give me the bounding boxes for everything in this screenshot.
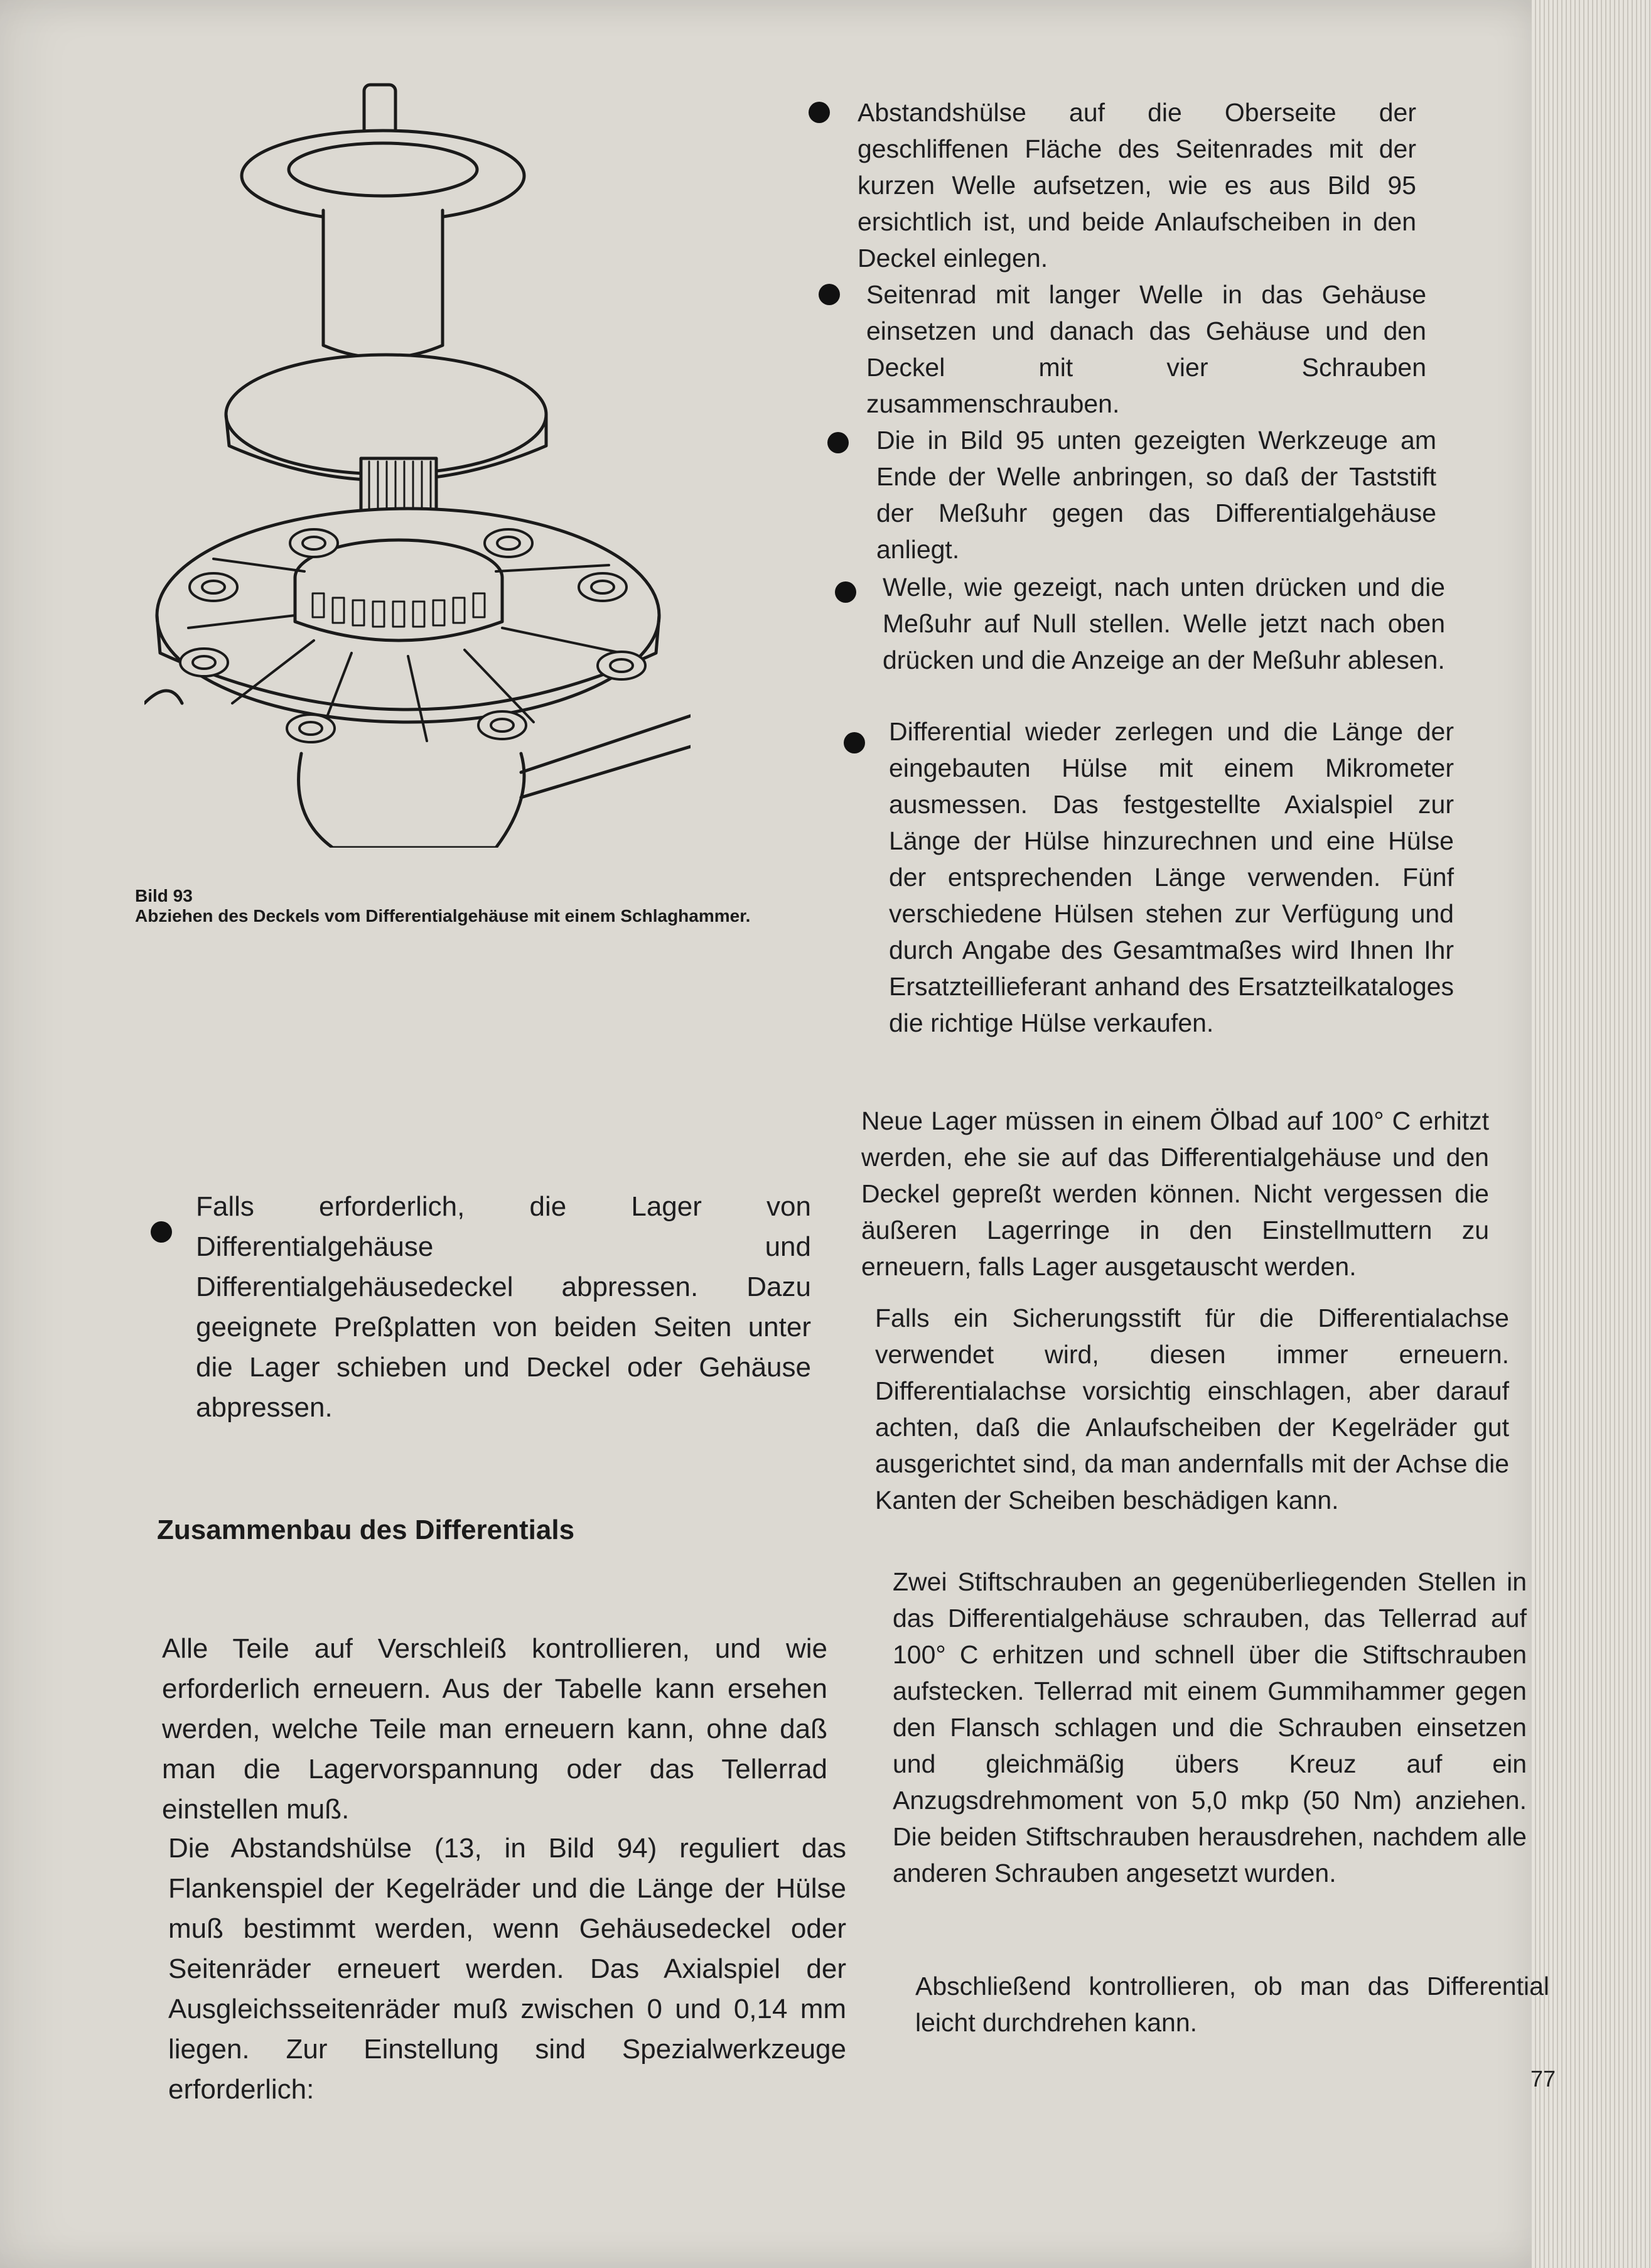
right-bullet-2: Seitenrad mit langer Welle in das Gehäuse einsetzen und danach das Gehäuse und den Deckel mit vier Schrauben zusammenschrauben. bbox=[866, 280, 1426, 418]
right-bullet-3: Die in Bild 95 unten gezeigten Werkzeuge am Ende der Welle anbringen, so daß der Taststift der Meßuhr gegen das Differentialgehäuse anliegt. bbox=[876, 426, 1436, 564]
figure-label: Bild 93 bbox=[135, 886, 193, 905]
bullet-dot bbox=[151, 1221, 172, 1243]
page-number: 77 bbox=[1530, 2066, 1556, 2092]
right-paragraph-4: Abschließend kontrollieren, ob man das Differential leicht durchdrehen kann. bbox=[915, 1972, 1549, 2037]
figure-caption: Abziehen des Deckels vom Differentialgehäuse mit einem Schlaghammer. bbox=[135, 906, 751, 926]
right-paragraph-3: Zwei Stiftschrauben an gegenüberliegenden Stellen in das Differentialgehäuse schrauben, das Tellerrad auf 100° C erhitzen und schnell über die Stiftschrauben aufstecken. Tellerrad mit einem Gummihammer gegen den Flansch schlagen und die Schrauben einsetzen und gleichmäßig übers Kreuz auf ein Anzugsdrehmoment von 5,0 mkp (50 Nm) anziehen. Die beiden Stiftschrauben herausdrehen, nachdem alle anderen Schrauben angesetzt wurden. bbox=[893, 1567, 1527, 1887]
right-bullet-1: Abstandshülse auf die Oberseite der geschliffenen Fläche des Seitenrades mit der kurzen Welle aufsetzen, wie es aus Bild 95 ersichtlich ist, und beide Anlaufscheiben in den Deckel einlegen. bbox=[858, 98, 1416, 273]
bullet-dot bbox=[827, 432, 849, 453]
bullet-dot bbox=[835, 581, 856, 603]
bullet-dot bbox=[819, 284, 840, 305]
left-paragraph-2: Die Abstandshülse (13, in Bild 94) reguliert das Flankenspiel der Kegelräder und die Länge der Hülse muß bestimmt werden, wenn Gehäusedeckel oder Seitenräder erneuert werden. Das Axialspiel der Ausgleichsseitenräder muß zwischen 0 und 0,14 mm liegen. Zur Einstellung sind Spezialwerkzeuge erforderlich: bbox=[168, 1833, 846, 2105]
figure-caption-block bbox=[135, 886, 800, 926]
bullet-dot bbox=[844, 732, 865, 753]
differential-puller-illustration bbox=[144, 75, 691, 848]
page-stack-edges bbox=[1532, 0, 1651, 2268]
right-bullet-5: Differential wieder zerlegen und die Länge der eingebauten Hülse mit einem Mikrometer ausmessen. Das festgestellte Axialspiel zur Länge der Hülse hinzurechnen und eine Hülse der entsprechenden Länge verwenden. Fünf verschiedene Hülsen stehen zur Verfügung und durch Angabe des Gesamtmaßes wird Ihnen Ihr Ersatzteillieferant anhand des Ersatzteilkataloges die richtige Hülse verkaufen. bbox=[889, 717, 1454, 1037]
right-paragraph-2: Falls ein Sicherungsstift für die Differentialachse verwendet wird, diesen immer erneuern. Differentialachse vorsichtig einschlagen, aber darauf achten, daß die Anlaufscheiben der Kegelräder gut ausgerichtet sind, da man andernfalls mit der Achse die Kanten der Scheiben beschädigen kann. bbox=[875, 1304, 1509, 1515]
right-paragraph-1: Neue Lager müssen in einem Ölbad auf 100° C erhitzt werden, ehe sie auf das Differentialgehäuse und den Deckel gepreßt werden können. Nicht vergessen die äußeren Lagerringe in den Einstellmuttern zu erneuern, falls Lager ausgetauscht werden. bbox=[861, 1106, 1489, 1281]
left-paragraph-1: Alle Teile auf Verschleiß kontrollieren, und wie erforderlich erneuern. Aus der Tabelle kann ersehen werden, welche Teile man erneuern kann, ohne daß man die Lagervorspannung oder das Tellerrad einstellen muß. bbox=[162, 1633, 827, 1825]
right-bullet-4: Welle, wie gezeigt, nach unten drücken und die Meßuhr auf Null stellen. Welle jetzt nach oben drücken und die Anzeige an der Meßuhr ablesen. bbox=[883, 573, 1445, 674]
bullet-dot bbox=[809, 102, 830, 123]
left-bullet: Falls erforderlich, die Lager von Differentialgehäuse und Differentialgehäusedeckel abpressen. Dazu geeignete Preßplatten von beiden Seiten unter die Lager schieben und Deckel oder Gehäuse abpressen. bbox=[196, 1191, 811, 1423]
section-heading: Zusammenbau des Differentials bbox=[157, 1515, 575, 1545]
